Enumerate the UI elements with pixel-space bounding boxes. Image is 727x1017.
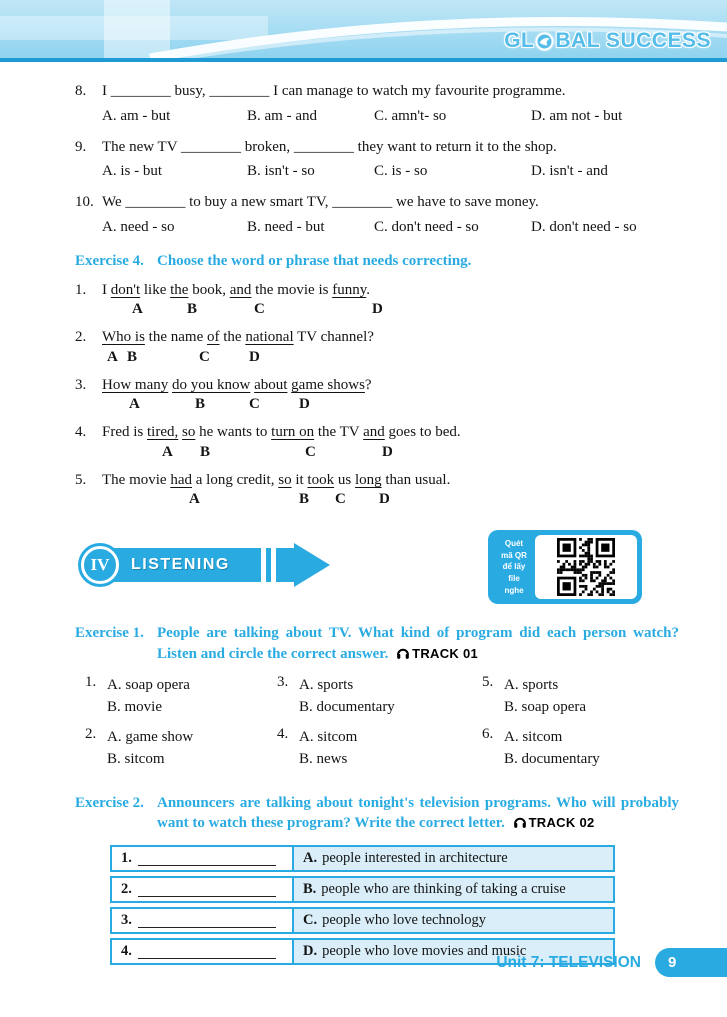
option-a: A. need - so (102, 218, 175, 235)
globe-icon (535, 32, 554, 51)
sentence (75, 376, 679, 396)
exercise4-label: Exercise 4. (75, 252, 144, 269)
section-number-badge (81, 546, 119, 584)
listening-item-6: 6. A. sitcom B. documentary (482, 726, 679, 771)
exercise1-label: Exercise 1. (75, 625, 144, 642)
option-cell: D. people who love movies and music (292, 938, 615, 965)
option-d: D. don't need - so (531, 218, 637, 235)
option-d: D. isn't - and (531, 163, 608, 179)
qr-code (535, 535, 637, 599)
mcq-section (75, 82, 679, 236)
answer-cell: 4. (110, 938, 294, 965)
option-cell: B. people who are thinking of taking a cruise (292, 876, 615, 903)
correction-item-4 (75, 423, 679, 463)
answer-blank (138, 851, 276, 866)
exercise2-label: Exercise 2. (75, 794, 144, 811)
answer-cell: 1. (110, 845, 294, 872)
banner-slash (261, 548, 266, 582)
question-number: 8. (75, 83, 87, 99)
banner-slash (271, 548, 276, 582)
page-content (0, 62, 727, 965)
choices-column-3 (482, 674, 679, 778)
choice-a: A. sports (299, 676, 354, 693)
section-title: LISTENING (131, 556, 230, 574)
listening-item-1: 1. A. soap opera B. movie (85, 674, 277, 719)
question-text: I ________ busy, ________ I can manage to watch my favourite programme. (102, 83, 566, 99)
section-number: IV (90, 555, 110, 575)
option-c: C. amn't- so (374, 107, 447, 124)
option-b: B. need - but (247, 218, 325, 235)
answer-cell: 2. (110, 876, 294, 903)
answer-blank (138, 882, 276, 897)
exercise4-items (75, 281, 679, 511)
page-number: 9 (668, 954, 677, 971)
answer-blank (138, 944, 276, 959)
choices-column-1 (85, 674, 277, 778)
option-d: D. am not - but (531, 107, 623, 124)
item-number: 5. (75, 471, 87, 488)
listening-choices-grid (75, 674, 679, 778)
banner-arrow-icon (294, 543, 330, 587)
listening-banner (81, 543, 330, 587)
option-c: C. is - so (374, 163, 428, 179)
logo-text-right: BAL SUCCESS (555, 29, 711, 52)
choice-b: B. sitcom (107, 751, 165, 768)
exercise4-heading (75, 251, 679, 271)
answer-letters: A B C D (189, 491, 390, 508)
page-header (0, 0, 727, 62)
option-b: B. am - and (247, 107, 317, 124)
unit-title: Unit 7: TELEVISION (496, 953, 641, 971)
headphones-icon (513, 815, 527, 829)
sentence (75, 281, 679, 301)
global-success-logo (504, 29, 711, 53)
qr-code-image (557, 538, 615, 596)
exercise4-title: Choose the word or phrase that needs correcting. (157, 252, 472, 269)
track-label: TRACK 01 (412, 645, 479, 661)
choice-b: B. movie (107, 699, 162, 716)
question-number: 9. (75, 138, 87, 155)
item-number: 2. (75, 329, 87, 346)
question-text: We ________ to buy a new smart TV, ________ we have to save money. (102, 194, 539, 210)
sentence (75, 423, 679, 443)
track-badge (509, 815, 595, 830)
qr-caption: Quét mã QR để lấy file nghe (501, 539, 527, 595)
correction-item-1 (75, 281, 679, 321)
options-row (75, 108, 679, 125)
exercise2-title: Announcers are talking about tonight's television programs. Who will probably want to watch these program? Write the correct letter. TRACK 02 (157, 794, 679, 831)
listening-item-2: 2. A. game show B. sitcom (85, 726, 277, 771)
correction-item-5 (75, 471, 679, 511)
option-c: C. don't need - so (374, 218, 479, 235)
exercise1-heading (75, 623, 679, 664)
choices-column-2 (277, 674, 482, 778)
option-a: A. am - but (102, 107, 171, 124)
question-9 (75, 138, 679, 181)
banner-tail (284, 548, 294, 582)
question-stem (75, 138, 679, 158)
listening-section-header (75, 530, 679, 608)
page-number-tab (655, 948, 727, 977)
logo-text-left: GL (504, 29, 535, 52)
question-stem (75, 82, 679, 102)
table-row (110, 845, 615, 872)
exercise1-title: People are talking about TV. What kind of program did each person watch? Listen and circle the correct answer. TRACK 01 (157, 625, 679, 662)
choice-b: B. documentary (299, 699, 395, 716)
question-text: The new TV ________ broken, ________ they want to return it to the shop. (102, 138, 557, 155)
sentence-text: Who is the name of the national TV channel? (102, 329, 374, 346)
sentence (75, 328, 679, 348)
sentence-text: Fred is tired, so he wants to turn on the TV and goes to bed. (102, 424, 461, 441)
banner-bar (107, 548, 284, 582)
question-number: 10. (75, 194, 94, 210)
answer-cell: 3. (110, 907, 294, 934)
sentence-text: I don't like the book, and the movie is funny. (102, 281, 370, 298)
option-cell: C. people who love technology (292, 907, 615, 934)
answer-letters: A B C D (162, 443, 393, 460)
item-number: 3. (75, 376, 87, 393)
question-stem (75, 193, 679, 213)
headphones-icon (396, 646, 410, 660)
answer-letters: A B C D (129, 396, 310, 413)
sentence (75, 471, 679, 491)
listening-item-5: 5. A. sports B. soap opera (482, 674, 679, 719)
choice-a: A. sports (504, 676, 559, 693)
listening-item-4: 4. A. sitcom B. news (277, 726, 482, 771)
track-label: TRACK 02 (528, 815, 595, 830)
answer-letters: A B C D (107, 348, 260, 365)
sentence-text: How many do you know about game shows? (102, 376, 372, 393)
choice-a: A. sitcom (504, 728, 563, 745)
choice-a: A. game show (107, 728, 194, 745)
options-row (75, 163, 679, 180)
question-10 (75, 193, 679, 236)
answer-letters: A B C D (132, 301, 383, 318)
choice-b: B. documentary (504, 751, 600, 768)
choice-a: A. sitcom (299, 728, 358, 745)
page-footer (496, 948, 727, 977)
sentence-text: The movie had a long credit, so it took us long than usual. (102, 471, 451, 488)
options-row (75, 219, 679, 236)
track-badge (392, 646, 478, 661)
option-a: A. is - but (102, 163, 162, 179)
listening-item-3: 3. A. sports B. documentary (277, 674, 482, 719)
table-row (110, 876, 615, 903)
option-b: B. isn't - so (247, 163, 315, 179)
item-number: 4. (75, 424, 87, 441)
answer-blank (138, 913, 276, 928)
correction-item-3 (75, 376, 679, 416)
choice-b: B. news (299, 751, 348, 768)
option-cell: A. people interested in architecture (292, 845, 615, 872)
correction-item-2 (75, 328, 679, 368)
qr-code-box (488, 530, 642, 604)
item-number: 1. (75, 281, 87, 298)
choice-b: B. soap opera (504, 699, 587, 716)
choice-a: A. soap opera (107, 676, 190, 693)
exercise2-heading (75, 793, 679, 834)
table-row (110, 907, 615, 934)
question-8 (75, 82, 679, 125)
